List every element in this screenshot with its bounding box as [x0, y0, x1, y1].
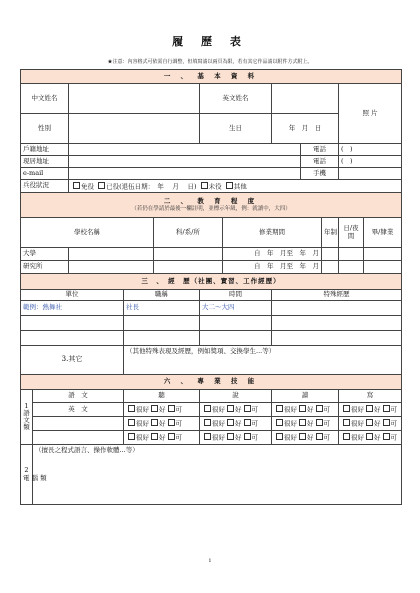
language-row	[21, 431, 402, 445]
rate-checkbox[interactable]	[151, 433, 158, 440]
rate-label: 很好	[284, 433, 297, 442]
rate-label: 可	[175, 419, 182, 428]
read-rating	[272, 417, 339, 431]
rate-checkbox[interactable]	[168, 433, 175, 440]
exp-time-field[interactable]	[200, 316, 272, 331]
rate-checkbox[interactable]	[343, 419, 350, 426]
college-period-field[interactable]: 自 年 月至 年 月	[223, 248, 322, 261]
en-name-label: 英文姓名	[200, 84, 272, 114]
rate-label: 好	[374, 405, 381, 414]
section-skills-header: 六 、 專 業 技 能	[21, 375, 402, 390]
rate-checkbox[interactable]	[366, 419, 373, 426]
mil-other-label: 其他	[233, 182, 247, 191]
current-address-label: 現居地址	[21, 156, 69, 168]
write-rating	[339, 431, 402, 445]
rate-label: 好	[235, 419, 242, 428]
graduate-period-field[interactable]: 自 年 月至 年 月	[223, 261, 322, 274]
speak-rating	[200, 431, 272, 445]
rate-checkbox[interactable]	[299, 419, 306, 426]
rate-label: 好	[307, 433, 314, 442]
rate-checkbox[interactable]	[128, 419, 135, 426]
rate-label: 好	[307, 419, 314, 428]
write-rating	[339, 403, 402, 417]
rate-label: 好	[159, 433, 166, 442]
rate-label: 可	[323, 433, 330, 442]
rate-checkbox[interactable]	[204, 419, 211, 426]
mil-done-label: 已役(退伍日期： 年 月 日)	[106, 182, 197, 191]
rate-checkbox[interactable]	[227, 433, 234, 440]
exp-unit-header: 單位	[21, 290, 124, 301]
computer-skills-field[interactable]: （擅長之程式語言、操作軟體...等）	[33, 445, 402, 505]
computer-category-label: 電 腦 類	[23, 473, 47, 482]
email-field[interactable]	[69, 168, 301, 180]
rate-label: 很好	[351, 419, 364, 428]
english-label: 英 文	[33, 403, 124, 417]
rate-checkbox[interactable]	[244, 419, 251, 426]
page-title: 履 歷 表	[172, 35, 248, 48]
rate-label: 好	[374, 419, 381, 428]
section-basic-info-header: 一 、 基 本 資 料	[21, 70, 402, 84]
computer-number: 2	[24, 466, 29, 475]
rate-checkbox[interactable]	[299, 405, 306, 412]
rate-checkbox[interactable]	[128, 433, 135, 440]
rate-checkbox[interactable]	[383, 405, 390, 412]
exp-example-title[interactable]: 社長	[124, 301, 200, 316]
phone-label-2: 電話	[301, 156, 339, 168]
birthday-label: 生日	[200, 114, 272, 144]
rate-label: 很好	[351, 433, 364, 442]
rate-label: 很好	[136, 433, 149, 442]
rate-label: 可	[251, 405, 258, 414]
section-education-header	[21, 193, 402, 218]
education-header-note: （若仍在學請於最後一欄註明，並標示年級，例：就讀中，大四）	[131, 205, 291, 212]
rate-checkbox[interactable]	[383, 433, 390, 440]
rate-label: 可	[390, 419, 397, 428]
write-rating	[339, 417, 402, 431]
mil-exempt-label: 免役	[81, 182, 94, 191]
listen-rating	[124, 417, 200, 431]
daynight-header: 日/夜間	[339, 218, 364, 248]
mil-not-checkbox[interactable]	[201, 182, 208, 189]
exp-title-field[interactable]	[124, 331, 200, 346]
phone-field[interactable]: ( )	[339, 144, 402, 156]
mil-exempt-checkbox[interactable]	[73, 182, 80, 189]
rate-label: 好	[235, 433, 242, 442]
read-rating	[272, 431, 339, 445]
mil-other-checkbox[interactable]	[226, 182, 233, 189]
exp-time-field[interactable]	[200, 331, 272, 346]
rate-label: 可	[323, 419, 330, 428]
exp-title-header: 職稱	[124, 290, 200, 301]
rate-checkbox[interactable]	[316, 419, 323, 426]
rate-label: 好	[159, 419, 166, 428]
graduate-daynight-field[interactable]	[339, 261, 364, 274]
rate-label: 可	[323, 405, 330, 414]
language-number: 1	[24, 401, 29, 410]
rate-checkbox[interactable]	[366, 405, 373, 412]
section-experience-header: 三 、 經 歷（社團、實習、工作經歷）	[21, 274, 402, 290]
language-name-field[interactable]	[33, 431, 124, 445]
rate-label: 可	[390, 433, 397, 442]
rate-checkbox[interactable]	[383, 419, 390, 426]
rate-checkbox[interactable]	[227, 405, 234, 412]
computer-category	[21, 445, 47, 505]
language-name-field[interactable]	[33, 417, 124, 431]
rate-label: 很好	[284, 405, 297, 414]
speak-rating	[200, 403, 272, 417]
college-label: 大學	[21, 248, 69, 261]
rate-checkbox[interactable]	[168, 419, 175, 426]
system-header: 年制	[322, 218, 339, 248]
language-category-label: 語 文 類	[23, 408, 30, 432]
exp-example-desc[interactable]	[272, 301, 402, 316]
exp-desc-field[interactable]	[272, 316, 402, 331]
exp-desc-field[interactable]	[272, 331, 402, 346]
language-header: 語 文	[33, 390, 124, 403]
college-daynight-field[interactable]	[339, 248, 364, 261]
current-address-field[interactable]	[69, 156, 301, 168]
cn-name-label: 中文姓名	[21, 84, 69, 114]
college-dept-field[interactable]	[154, 248, 223, 261]
exp-example-time[interactable]: 大二～大四	[200, 301, 272, 316]
rate-label: 可	[175, 433, 182, 442]
mil-not-label: 未役	[208, 182, 222, 191]
graduation-header: 畢/肄業	[364, 218, 402, 248]
rate-checkbox[interactable]	[343, 405, 350, 412]
gender-label: 性別	[21, 114, 69, 144]
cn-name-field[interactable]	[69, 84, 200, 114]
rate-checkbox[interactable]	[316, 433, 323, 440]
photo-label: 照 片	[362, 108, 378, 117]
birthday-field[interactable]: 年 月 日	[272, 114, 339, 144]
rate-label: 可	[390, 405, 397, 414]
exp-time-header: 時間	[200, 290, 272, 301]
rate-checkbox[interactable]	[204, 405, 211, 412]
other-field[interactable]: （其他特殊表現及經歷，例如獎項、交換學生...等）	[124, 346, 402, 375]
mobile-label: 手機	[301, 168, 339, 180]
military-label: 兵役狀況	[21, 180, 69, 193]
listen-header: 聽	[124, 390, 200, 403]
mobile-field[interactable]	[339, 168, 402, 180]
read-header: 讀	[272, 390, 339, 403]
exp-unit-field[interactable]	[21, 331, 124, 346]
dept-header: 科/系/所	[154, 218, 223, 248]
period-header: 修業期間	[223, 218, 322, 248]
military-options	[69, 180, 402, 193]
read-rating	[272, 403, 339, 417]
rate-label: 好	[235, 405, 242, 414]
speak-rating	[200, 417, 272, 431]
rate-label: 可	[251, 433, 258, 442]
rate-label: 可	[175, 405, 182, 414]
rate-label: 很好	[212, 433, 225, 442]
rate-checkbox[interactable]	[343, 433, 350, 440]
language-category	[21, 390, 33, 445]
exp-example-unit[interactable]: 範例：熱舞社	[21, 301, 124, 316]
rate-checkbox[interactable]	[244, 405, 251, 412]
rate-checkbox[interactable]	[276, 419, 283, 426]
rate-checkbox[interactable]	[366, 433, 373, 440]
rate-label: 很好	[284, 419, 297, 428]
rate-label: 很好	[136, 405, 149, 414]
phone-field-2[interactable]: ( )	[339, 156, 402, 168]
rate-checkbox[interactable]	[204, 433, 211, 440]
language-row	[21, 417, 402, 431]
rate-label: 很好	[212, 419, 225, 428]
photo-box[interactable]	[339, 84, 402, 144]
rate-checkbox[interactable]	[227, 419, 234, 426]
rate-checkbox[interactable]	[128, 405, 135, 412]
rate-checkbox[interactable]	[244, 433, 251, 440]
rate-checkbox[interactable]	[168, 405, 175, 412]
page-number: 1	[208, 558, 212, 564]
graduate-system-field[interactable]	[322, 261, 339, 274]
listen-rating	[124, 403, 200, 417]
rate-label: 好	[374, 433, 381, 442]
rate-label: 好	[159, 405, 166, 414]
rate-checkbox[interactable]	[151, 419, 158, 426]
graduate-dept-field[interactable]	[154, 261, 223, 274]
language-row	[21, 403, 402, 417]
graduate-label: 研究所	[21, 261, 69, 274]
rate-checkbox[interactable]	[299, 433, 306, 440]
household-address-field[interactable]	[69, 144, 301, 156]
exp-unit-field[interactable]	[21, 316, 124, 331]
rate-label: 很好	[136, 419, 149, 428]
email-label: e-mail	[21, 168, 69, 180]
college-school-field[interactable]	[69, 248, 154, 261]
gender-field[interactable]	[69, 114, 200, 144]
household-address-label: 戶籍地址	[21, 144, 69, 156]
listen-rating	[124, 431, 200, 445]
mil-done-checkbox[interactable]	[98, 182, 105, 189]
rate-label: 很好	[351, 405, 364, 414]
rate-checkbox[interactable]	[276, 405, 283, 412]
rate-checkbox[interactable]	[316, 405, 323, 412]
school-name-header: 學校名稱	[21, 218, 154, 248]
college-system-field[interactable]	[322, 248, 339, 261]
format-note: ★注意：內容格式可依需自行調整，但填寫請以兩頁為限，若有其它作品請以附件方式附上。	[107, 59, 313, 65]
phone-label: 電話	[301, 144, 339, 156]
speak-header: 說	[200, 390, 272, 403]
rate-checkbox[interactable]	[276, 433, 283, 440]
resume-form	[20, 69, 402, 505]
write-header: 寫	[339, 390, 402, 403]
en-name-field[interactable]	[272, 84, 339, 114]
exp-desc-header: 特殊經歷	[272, 290, 402, 301]
rate-label: 可	[251, 419, 258, 428]
education-header-title: 二 、 教 育 程 度	[163, 196, 259, 205]
other-label: 3.其它	[21, 346, 124, 375]
graduate-school-field[interactable]	[69, 261, 154, 274]
rate-checkbox[interactable]	[151, 405, 158, 412]
graduate-grad-field[interactable]	[364, 261, 402, 274]
exp-title-field[interactable]	[124, 316, 200, 331]
rate-label: 好	[307, 405, 314, 414]
rate-label: 很好	[212, 405, 225, 414]
college-grad-field[interactable]	[364, 248, 402, 261]
